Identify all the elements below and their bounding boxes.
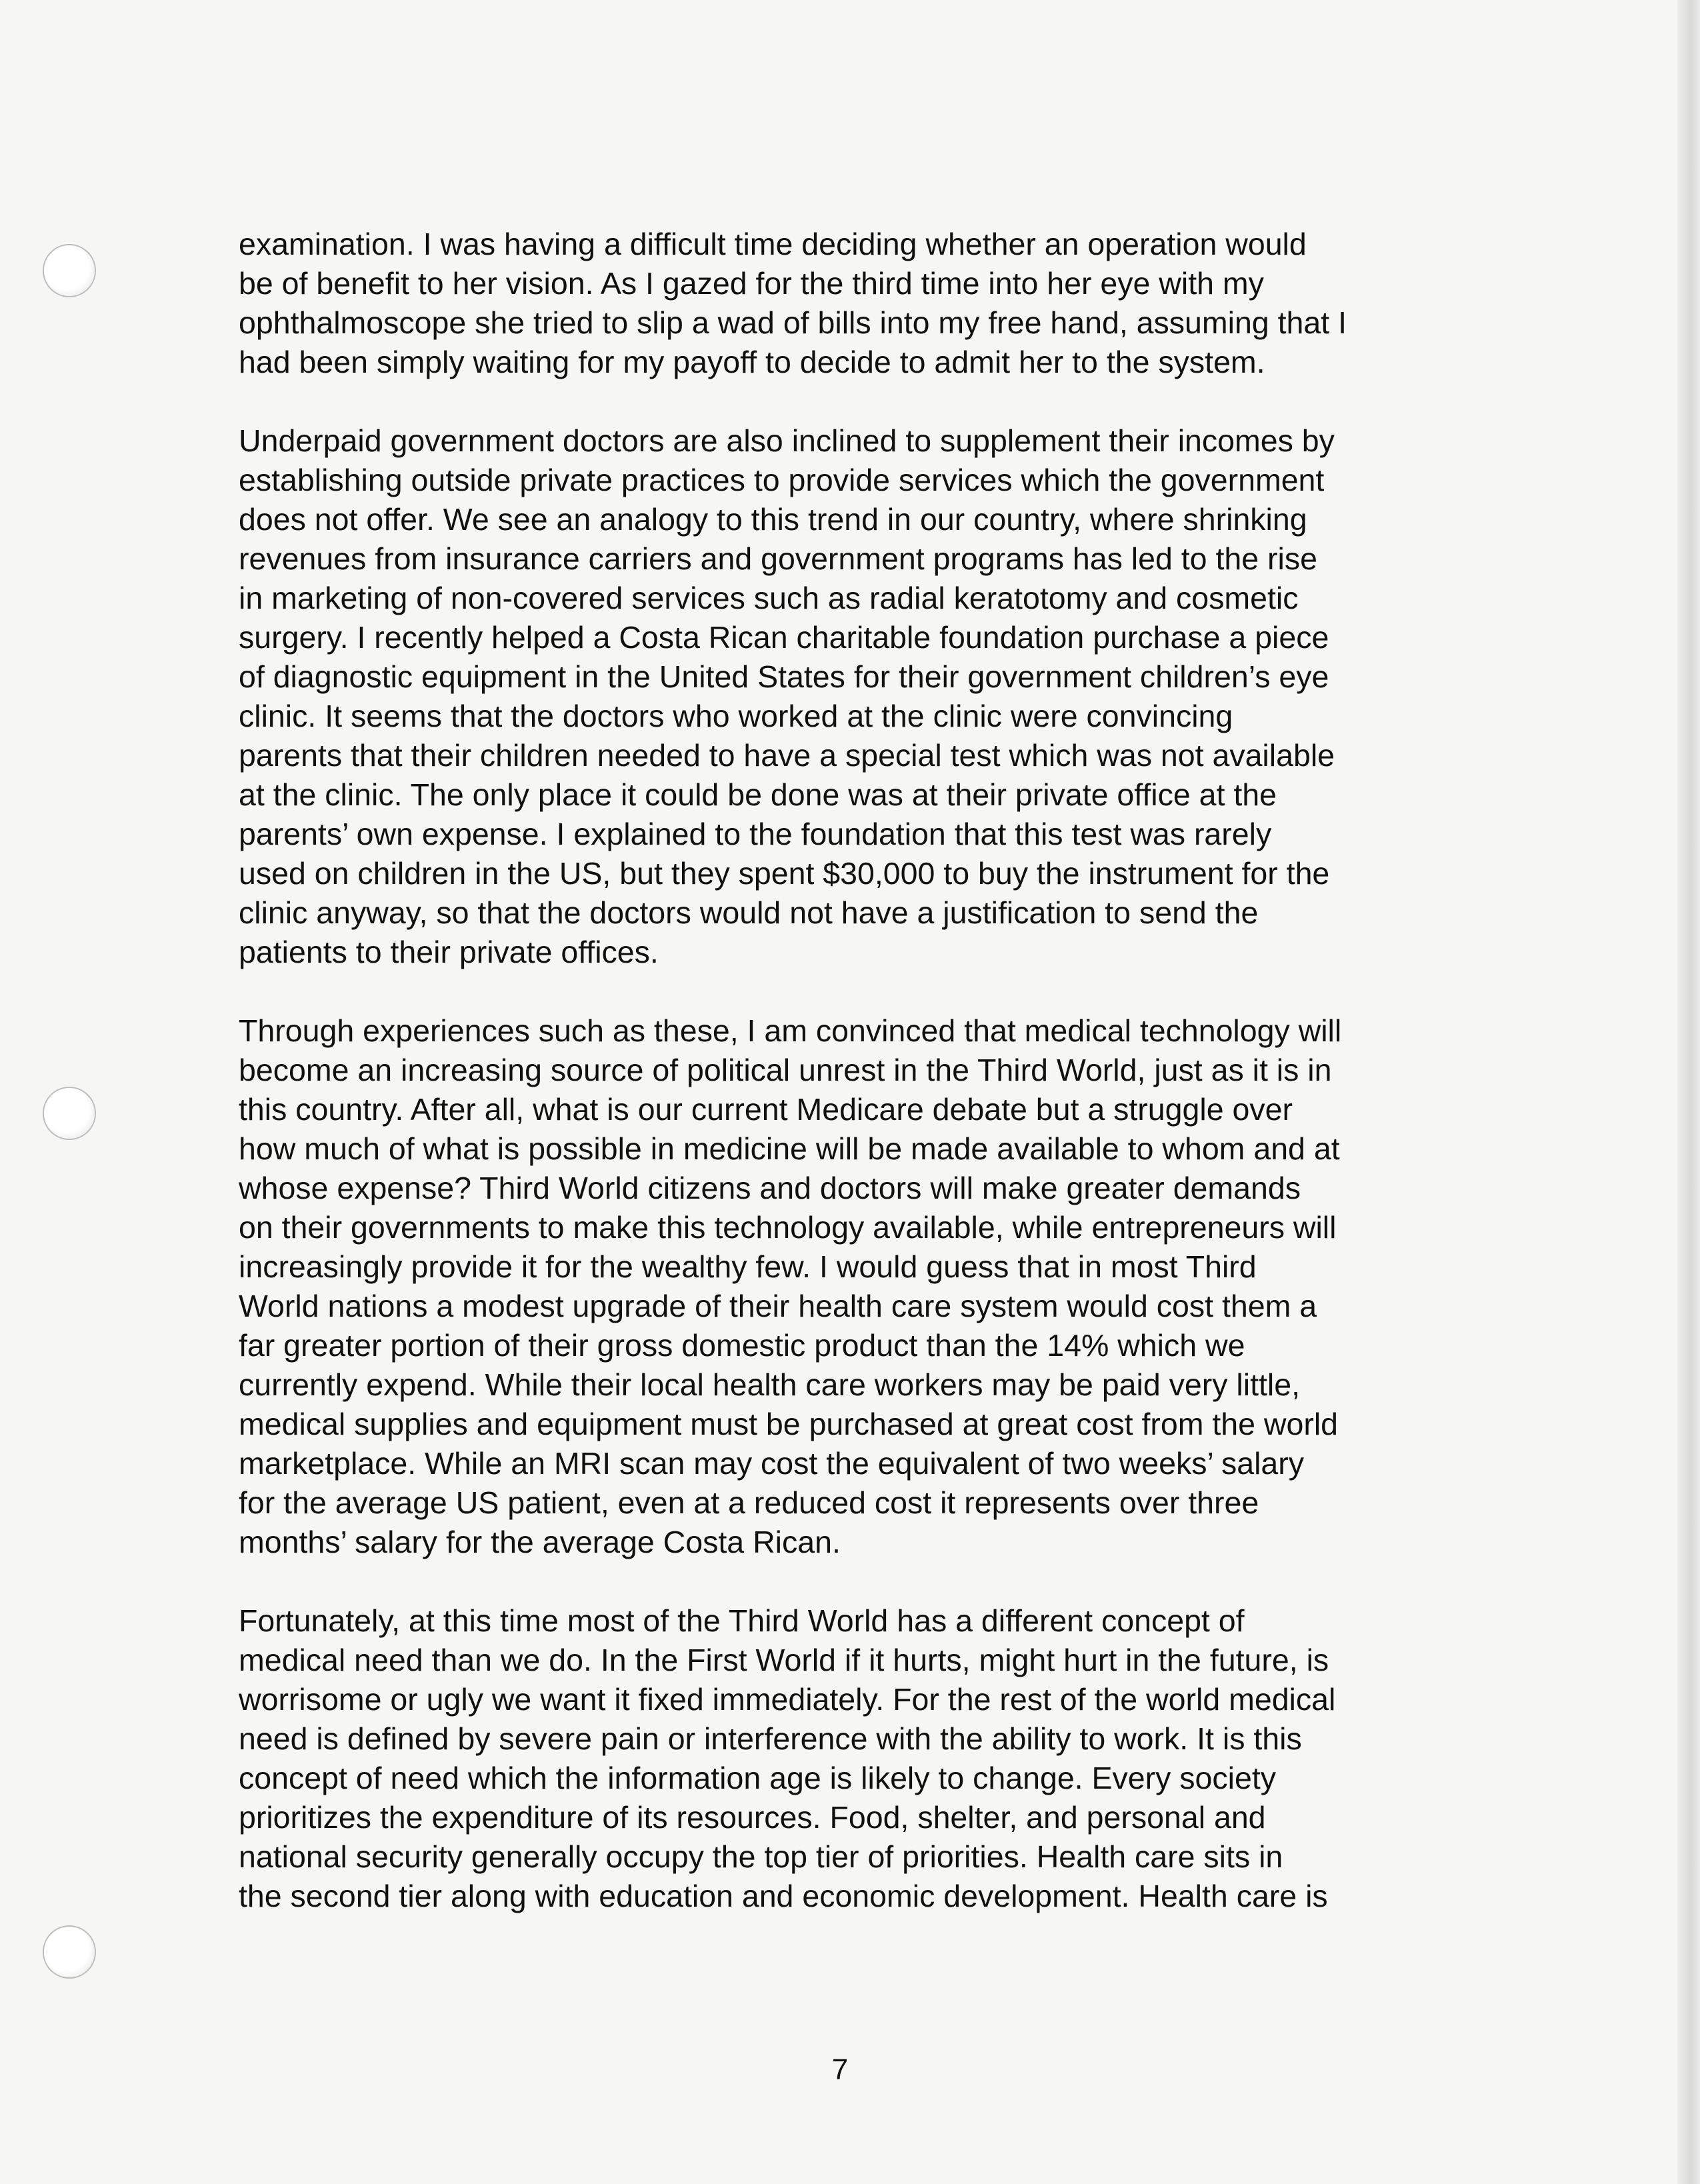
paragraph-2: Underpaid government doctors are also inclined to supplement their incomes by establishing outside private practices to provide services which the government does not offer. We see an analogy to this trend in our country, where shrinking revenues from insurance carriers and government programs has led to the rise in marketing of non-covered services such as radial keratotomy and cosmetic surgery. I recently helped a Costa Rican charitable foundation purchase a piece of diagnostic equipment in the United States for their government children’s eye clinic. It seems that the doctors who worked at the clinic were convincing parents that their children needed to have a special test which was not available at the clinic. The only place it could be done was at their private office at the parents’ own expense. I explained to the foundation that this test was rarely used on children in the US, but they spent $30,000 to buy the instrument for the clinic anyway, so that the doctors would not have a justification to send the patients to their private offices. — [239, 423, 1335, 969]
paragraph-4: Fortunately, at this time most of the Third World has a different concept of medical need than we do. In the First World if it hurts, might hurt in the future, is worrisome or ugly we want it fixed immediately. For the rest of the world medical need is defined by severe pain or interference with the ability to work. It is this concept of need which the information age is likely to change. Every society prioritizes the expenditure of its resources. Food, shelter, and personal and national security generally occupy the top tier of priorities. Health care sits in the second tier along with education and economic development. Health care is — [239, 1603, 1336, 1913]
page-edge-shadow — [1677, 0, 1700, 2184]
punch-hole-top — [43, 244, 96, 297]
paragraph-1: examination. I was having a difficult time deciding whether an operation would be of benefit to her vision. As I gazed for the third time into her eye with my ophthalmoscope she tried to slip a wad of bills into my free hand, assuming that I had been simply waiting for my payoff to decide to admit her to the system. — [239, 227, 1347, 379]
punch-hole-middle — [43, 1087, 96, 1140]
punch-hole-bottom — [43, 1925, 96, 1979]
paragraph-3: Through experiences such as these, I am convinced that medical technology will become an increasing source of political unrest in the Third World, just as it is in this country. After all, what is our current Medicare debate but a struggle over how much of what is possible in medicine will be made available to whom and at whose expense? Third World citizens and doctors will make greater demands on their governments to make this technology available, while entrepreneurs will increasingly provide it for the wealthy few. I would guess that in most Third World nations a modest upgrade of their health care system would cost them a far greater portion of their gross domestic product than the 14% which we currently expend. While their local health care workers may be paid very little, medical supplies and equipment must be purchased at great cost from the world marketplace. While an MRI scan may cost the equivalent of two weeks’ salary for the average US patient, even at a reduced cost it represents over three months’ salary for the average Costa Rican. — [239, 1013, 1342, 1559]
page-number: 7 — [831, 2053, 849, 2086]
document-body — [239, 225, 1505, 1955]
